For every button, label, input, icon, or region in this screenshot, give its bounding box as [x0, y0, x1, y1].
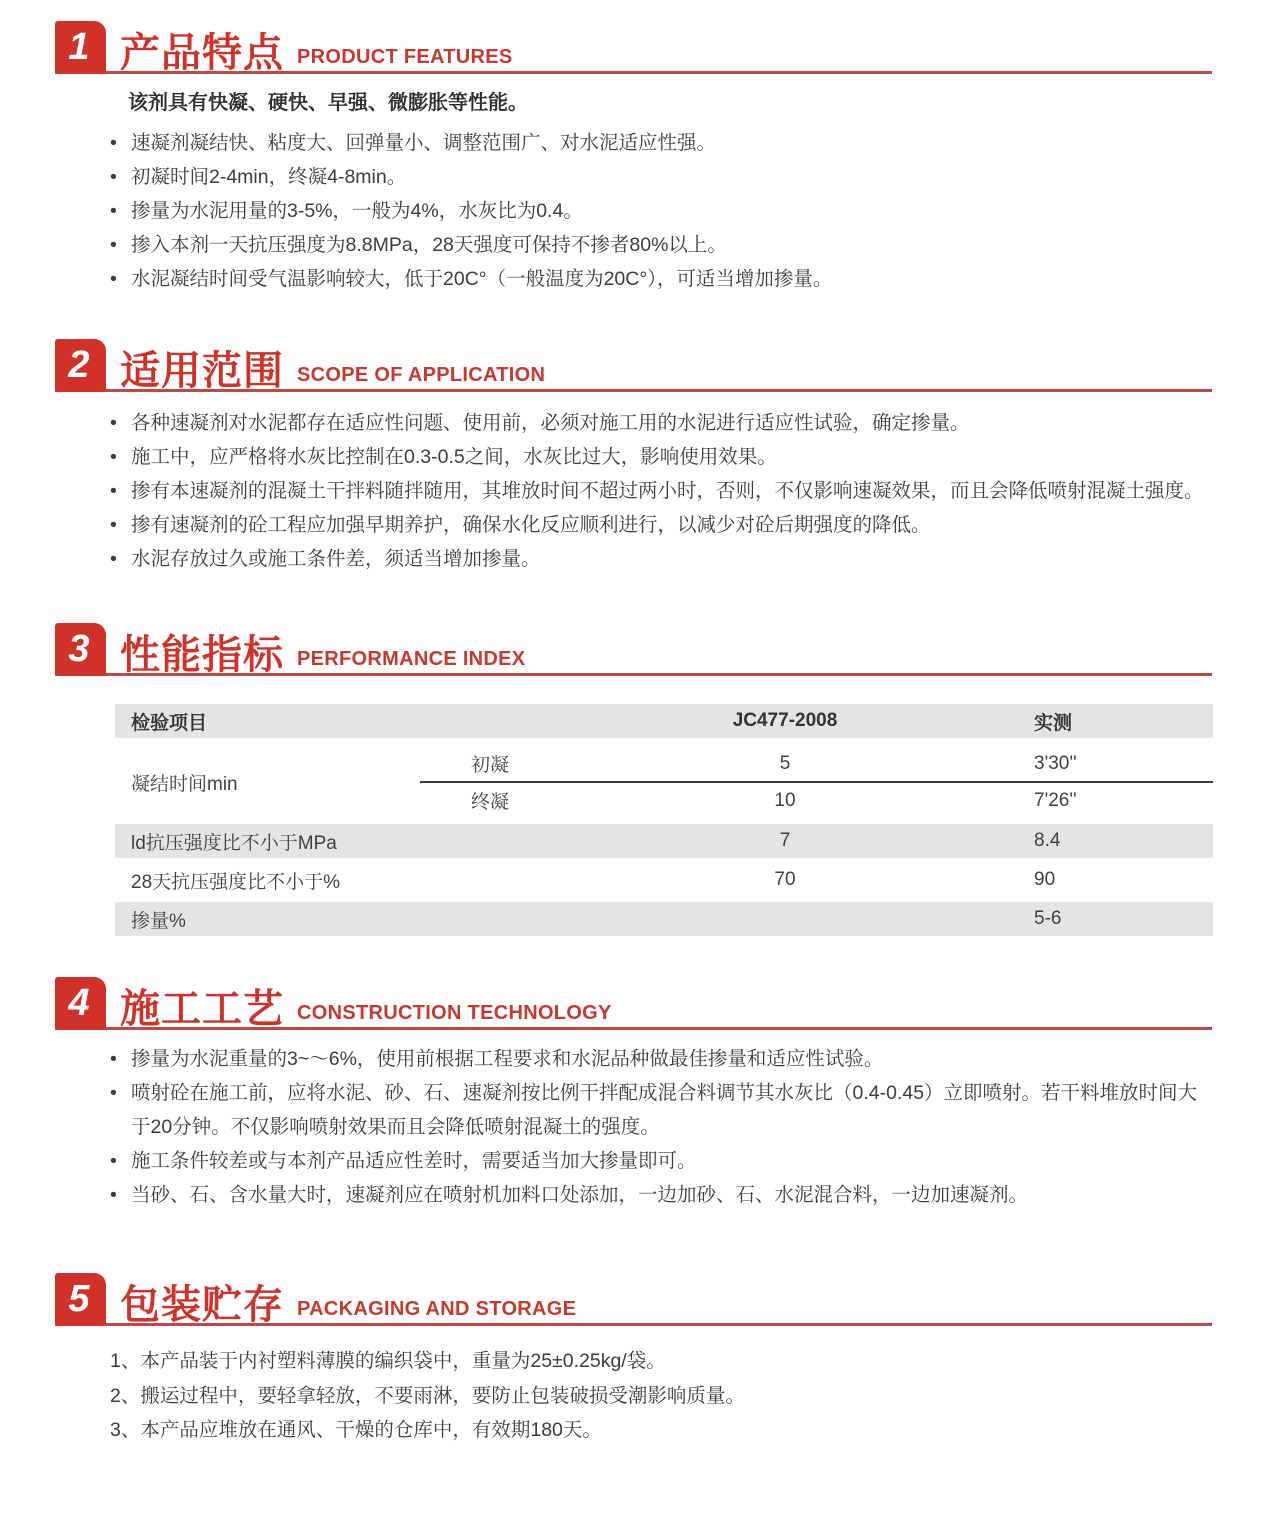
list-item: [110, 1144, 1215, 1178]
list-item: [110, 406, 1215, 440]
packaging-numbered-list: [110, 1344, 1280, 1448]
section-title: 性能指标: [120, 633, 284, 677]
bullet-icon: •: [110, 1048, 117, 1070]
bullet-icon: •: [110, 548, 117, 570]
section-title: 产品特点: [120, 31, 284, 75]
bullet-icon: •: [110, 234, 117, 256]
table-row: [115, 824, 1213, 858]
bullet-text: 掺入本剂一天抗压强度为8.8MPa，28天强度可保持不掺者80%以上。: [131, 234, 727, 256]
table-row: [115, 902, 1213, 936]
table-row: [115, 863, 1213, 897]
bullet-icon: •: [110, 1184, 117, 1206]
col-header-standard: JC477-2008: [732, 710, 838, 731]
bullet-text: 掺有速凝剂的砼工程应加强早期养护，确保水化反应顺利进行，以减少对砼后期强度的降低。: [131, 514, 931, 536]
list-item: [110, 440, 1215, 474]
section-construction-technology: [0, 976, 1280, 1212]
cell-measured-value: 7'26'': [1034, 789, 1077, 811]
section-3-header: [55, 622, 1212, 676]
section-number-badge: [55, 21, 106, 74]
setting-time-subrows: [420, 746, 1213, 818]
cell-measured-value: 8.4: [1034, 830, 1061, 851]
bullet-icon: •: [110, 200, 117, 222]
list-item: [110, 262, 1215, 296]
features-intro: 该剂具有快凝、硬快、早强、微膨胀等性能。: [128, 92, 528, 114]
section-subtitle: PERFORMANCE INDEX: [297, 648, 526, 670]
section-product-features: [0, 20, 1280, 296]
cell-setting-time-label: 凝结时间min: [131, 773, 238, 795]
section-number: 2: [68, 344, 90, 386]
list-item: 1、本产品装于内衬塑料薄膜的编织袋中，重量为25±0.25kg/袋。: [110, 1350, 666, 1372]
setting-time-row-group: [115, 746, 1213, 818]
section-scope-of-application: [0, 338, 1280, 576]
bullet-icon: •: [110, 1150, 117, 1172]
section-subtitle: SCOPE OF APPLICATION: [297, 364, 546, 386]
list-item: [110, 160, 1215, 194]
section-number: 4: [68, 982, 90, 1024]
section-1-header: [55, 20, 1212, 74]
section-title: 包装贮存: [120, 1283, 284, 1327]
list-item: 2、搬运过程中，要轻拿轻放，不要雨淋，要防止包装破损受潮影响质量。: [110, 1384, 745, 1407]
bullet-text: 掺有本速凝剂的混凝土干拌料随拌随用，其堆放时间不超过两小时，否则，不仅影响速凝效果，而且会降低喷射混凝土强度。: [131, 480, 1204, 502]
section-number: 5: [68, 1278, 90, 1320]
section-5-header: [55, 1272, 1212, 1326]
list-item: [110, 1042, 1215, 1076]
cell-final-set: 终凝: [470, 792, 509, 813]
list-item: [110, 1178, 1215, 1212]
list-item: [110, 474, 1215, 508]
bullet-text: 水泥存放过久或施工条件差，须适当增加掺量。: [131, 548, 541, 570]
section-subtitle: CONSTRUCTION TECHNOLOGY: [297, 1002, 612, 1024]
cell-measured-value: 3'30'': [1034, 752, 1077, 774]
section-packaging-and-storage: [0, 1272, 1280, 1448]
cell-initial-set: 初凝: [470, 755, 509, 776]
section-title: 适用范围: [120, 349, 284, 393]
cell-standard-value: 10: [774, 789, 796, 811]
cell-measured-value: 90: [1034, 869, 1056, 890]
bullet-text: 施工条件较差或与本剂产品适应性差时，需要适当加大掺量即可。: [131, 1150, 697, 1172]
section-number-badge: [55, 977, 106, 1030]
cell-measured-value: 5-6: [1034, 908, 1062, 929]
bullet-icon: •: [110, 412, 117, 434]
col-header-item: 检验项目: [131, 712, 208, 734]
bullet-icon: •: [110, 446, 117, 468]
bullet-icon: •: [110, 1082, 117, 1104]
section-4-header: [55, 976, 1212, 1030]
bullet-text: 施工中，应严格将水灰比控制在0.3-0.5之间，水灰比过大，影响使用效果。: [131, 446, 777, 468]
bullet-text: 初凝时间2-4min，终凝4-8min。: [131, 166, 407, 188]
cell-standard-value: 7: [779, 830, 791, 851]
bullet-icon: •: [110, 514, 117, 536]
section-performance-index: [0, 622, 1280, 936]
table-header-row: [115, 704, 1213, 738]
list-item: [110, 228, 1215, 262]
section-number-badge: [55, 623, 106, 676]
list-item: [110, 194, 1215, 228]
bullet-text: 喷射砼在施工前，应将水泥、砂、石、速凝剂按比例干拌配成混合料调节其水灰比（0.4-0.45）立即喷射。若干料堆放时间大于20分钟。不仅影响喷射效果而且会降低喷射混凝土的强度。: [131, 1082, 1198, 1138]
bullet-icon: •: [110, 166, 117, 188]
bullet-icon: •: [110, 480, 117, 502]
list-item: 3、本产品应堆放在通风、干燥的仓库中，有效期180天。: [110, 1419, 602, 1441]
bullet-text: 各种速凝剂对水泥都存在适应性问题、使用前，必须对施工用的水泥进行适应性试验，确定掺量。: [131, 412, 970, 434]
list-item: [110, 1076, 1215, 1144]
bullet-icon: •: [110, 132, 117, 154]
product-datasheet-page: [0, 20, 1280, 1534]
list-item: [110, 126, 1215, 160]
cell-row-label: 28天抗压强度比不小于%: [131, 871, 341, 893]
cell-standard-value: 5: [779, 752, 791, 774]
list-item: [110, 542, 1215, 576]
section-number-badge: [55, 339, 106, 392]
performance-table: [115, 704, 1213, 936]
table-row: [420, 746, 1213, 781]
section-title: 施工工艺: [120, 987, 284, 1031]
list-item: [110, 508, 1215, 542]
table-row: [420, 783, 1213, 818]
section-number: 1: [68, 26, 90, 68]
cell-standard-value: 70: [774, 869, 796, 890]
cell-row-label: 掺量%: [131, 910, 186, 932]
bullet-text: 掺量为水泥用量的3-5%，一般为4%，水灰比为0.4。: [131, 200, 583, 222]
bullet-text: 掺量为水泥重量的3~～6%，使用前根据工程要求和水泥品种做最佳掺量和适应性试验。: [131, 1048, 884, 1070]
section-subtitle: PACKAGING AND STORAGE: [297, 1298, 577, 1320]
bullet-text: 水泥凝结时间受气温影响较大，低于20C°（一般温度为20C°），可适当增加掺量。: [131, 268, 833, 290]
bullet-icon: •: [110, 268, 117, 290]
cell-row-label: ld抗压强度比不小于MPa: [131, 832, 337, 854]
bullet-text: 速凝剂凝结快、粘度大、回弹量小、调整范围广、对水泥适应性强。: [131, 132, 717, 154]
section-2-header: [55, 338, 1212, 392]
col-header-measured: 实测: [1034, 712, 1073, 734]
scope-bullet-list: [110, 406, 1215, 576]
section-subtitle: PRODUCT FEATURES: [297, 46, 513, 68]
bullet-text: 当砂、石、含水量大时，速凝剂应在喷射机加料口处添加，一边加砂、石、水泥混合料，一边加速凝剂。: [131, 1184, 1029, 1206]
features-bullet-list: [110, 126, 1215, 296]
construction-bullet-list: [110, 1042, 1215, 1212]
section-number-badge: [55, 1273, 106, 1326]
section-number: 3: [68, 628, 90, 670]
